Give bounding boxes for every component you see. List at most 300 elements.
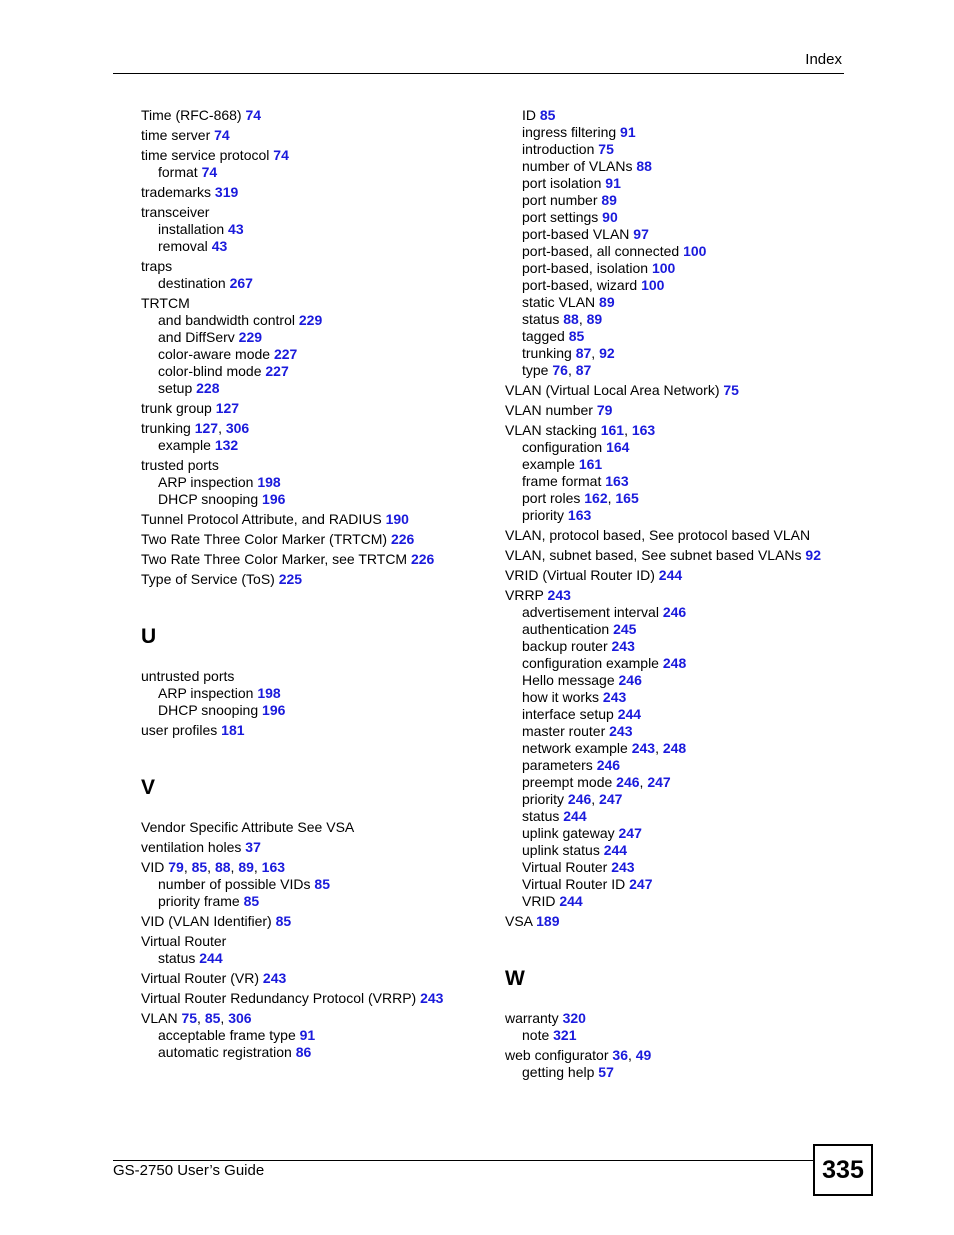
index-subentry: [141, 221, 471, 238]
page-link[interactable]: 91: [605, 175, 621, 191]
index-entry: [141, 184, 471, 201]
entry-term: VRID: [522, 893, 556, 909]
page-link[interactable]: 244: [563, 808, 587, 824]
page-link[interactable]: 248: [662, 655, 687, 671]
page-link[interactable]: 246: [616, 774, 640, 790]
index-subentry: port roles 162, 165: [522, 490, 639, 506]
page-link[interactable]: 88: [214, 859, 231, 875]
index-subentry: [505, 672, 845, 689]
entry-term: Type of Service (ToS): [141, 571, 275, 587]
page-number: 335: [822, 1155, 864, 1184]
entry-term: ARP inspection: [158, 474, 254, 490]
entry-term: Two Rate Three Color Marker, see TRTCM: [141, 551, 408, 567]
page-link[interactable]: 225: [278, 571, 303, 587]
index-subentry: [505, 124, 845, 141]
page-link[interactable]: 87: [575, 345, 592, 361]
index-subentry: type 76, 87: [522, 362, 592, 378]
entry-term: preempt mode: [522, 774, 613, 790]
index-entry: [141, 457, 471, 474]
entry-term: Tunnel Protocol Attribute, and RADIUS: [141, 511, 382, 527]
page-link[interactable]: 162: [584, 490, 608, 506]
entry-term: note: [522, 1027, 550, 1043]
entry-term: traps: [141, 258, 173, 274]
entry-term: and DiffServ: [158, 329, 235, 345]
page-link[interactable]: 79: [596, 402, 613, 418]
entry-term: transceiver: [141, 204, 210, 220]
index-subentry: [505, 192, 845, 209]
page-link[interactable]: 245: [613, 621, 637, 637]
index-entry: [505, 527, 845, 544]
entry-term: ARP inspection: [158, 685, 254, 701]
entry-term: static VLAN: [522, 294, 596, 310]
entry-term: Virtual Router: [141, 933, 227, 949]
index-subentry: [141, 164, 471, 181]
entry-term: example: [158, 437, 211, 453]
entry-term: frame format: [522, 473, 602, 489]
page-link[interactable]: 247: [599, 791, 623, 807]
index-entry: [141, 295, 471, 312]
entry-term: introduction: [522, 141, 595, 157]
index-entry: [141, 107, 471, 124]
page-link[interactable]: 87: [575, 362, 592, 378]
index-subentry: [505, 876, 845, 893]
page-link[interactable]: 86: [295, 1044, 312, 1060]
index-entry: [141, 913, 471, 930]
page-link[interactable]: 75: [598, 141, 614, 157]
index-subentry: [141, 876, 471, 893]
index-subentry: [505, 158, 845, 175]
index-entry: VLAN stacking 161, 163: [505, 422, 656, 438]
header-rule: [113, 73, 844, 74]
index-subentry: status 88, 89: [522, 311, 603, 327]
page-link[interactable]: 85: [314, 876, 330, 892]
footer-rule: [113, 1160, 815, 1161]
page-link[interactable]: 244: [199, 950, 223, 966]
index-subentry: priority 246, 247: [522, 791, 623, 807]
page-link[interactable]: 243: [611, 638, 635, 654]
index-subentry: [505, 226, 845, 243]
page-link[interactable]: 198: [257, 474, 281, 490]
index-subentry: [141, 329, 471, 346]
page-link[interactable]: 88: [636, 158, 652, 174]
entry-term: port roles: [522, 490, 581, 506]
page-link[interactable]: 243: [631, 740, 656, 756]
index-subentry: [141, 312, 471, 329]
page-link[interactable]: 163: [261, 859, 286, 875]
entry-term: VRRP: [505, 587, 544, 603]
section-letter-w: W: [505, 967, 525, 990]
page-link[interactable]: 75: [723, 382, 739, 398]
entry-term: user profiles: [141, 722, 218, 738]
footer-guide-title: GS-2750 User’s Guide: [113, 1162, 265, 1179]
page-link[interactable]: 89: [599, 294, 615, 310]
page-link[interactable]: 246: [567, 791, 592, 807]
entry-term: Virtual Router ID: [522, 876, 626, 892]
index-subentry: [505, 243, 845, 260]
entry-term: Vendor Specific Attribute See VSA: [141, 819, 355, 835]
index-subentry: [141, 346, 471, 363]
index-subentry: [505, 209, 845, 226]
index-entry: [141, 531, 471, 548]
entry-term: web configurator: [505, 1047, 609, 1063]
entry-term: port settings: [522, 209, 599, 225]
page-link[interactable]: 226: [410, 551, 435, 567]
entry-term: tagged: [522, 328, 565, 344]
section-letter-v: V: [141, 776, 156, 799]
entry-term: port isolation: [522, 175, 602, 191]
page-link[interactable]: 163: [567, 507, 592, 523]
entry-term: interface setup: [522, 706, 614, 722]
index-entry: [505, 913, 845, 930]
page-link[interactable]: 89: [586, 311, 603, 327]
entry-term: status: [158, 950, 196, 966]
index-subentry: [505, 277, 845, 294]
page-link[interactable]: 85: [191, 859, 208, 875]
index-entry: [141, 571, 471, 588]
index-subentry: [505, 638, 845, 655]
index-subentry: [505, 141, 845, 158]
entry-term: Virtual Router: [522, 859, 608, 875]
entry-term: VLAN: [141, 1010, 178, 1026]
page-link[interactable]: 306: [225, 420, 250, 436]
index-subentry: [141, 702, 471, 719]
entry-term: configuration: [522, 439, 603, 455]
index-subentry: [505, 859, 845, 876]
page-link[interactable]: 92: [805, 547, 821, 563]
entry-term: network example: [522, 740, 628, 756]
page-link[interactable]: 229: [238, 329, 263, 345]
entry-term: port-based, all connected: [522, 243, 680, 259]
entry-term: installation: [158, 221, 225, 237]
index-subentry: [141, 363, 471, 380]
index-entry: [505, 567, 845, 584]
entry-term: trunking: [141, 420, 191, 436]
page-link[interactable]: 306: [228, 1010, 252, 1026]
index-entry: VLAN 75, 85, 306: [141, 1010, 252, 1026]
entry-term: acceptable frame type: [158, 1027, 296, 1043]
page-link[interactable]: 321: [553, 1027, 577, 1043]
page-link[interactable]: 85: [568, 328, 585, 344]
entry-term: TRTCM: [141, 295, 190, 311]
index-subentry: [505, 757, 845, 774]
index-entry: [141, 551, 471, 568]
entry-term: time server: [141, 127, 211, 143]
index-subentry: [141, 437, 471, 454]
entry-term: VLAN, subnet based, See subnet based VLANs: [505, 547, 802, 563]
entry-term: destination: [158, 275, 226, 291]
entry-term: how it works: [522, 689, 600, 705]
entry-term: ingress filtering: [522, 124, 617, 140]
entry-term: master router: [522, 723, 606, 739]
index-subentry: [505, 842, 845, 859]
page-link[interactable]: 243: [420, 990, 444, 1006]
entry-term: priority: [522, 507, 565, 523]
index-subentry: [505, 1064, 845, 1081]
entry-term: VLAN stacking: [505, 422, 597, 438]
page-link[interactable]: 88: [563, 311, 579, 327]
page-link[interactable]: 165: [615, 490, 639, 506]
page-link[interactable]: 267: [229, 275, 253, 291]
entry-term: number of VLANs: [522, 158, 633, 174]
page-link[interactable]: 75: [181, 1010, 198, 1026]
index-entry: [505, 547, 845, 564]
page-link[interactable]: 132: [214, 437, 239, 453]
page-link[interactable]: 243: [611, 859, 635, 875]
page-link[interactable]: 36: [612, 1047, 628, 1063]
index-subentry: [505, 808, 845, 825]
page-link[interactable]: 57: [598, 1064, 614, 1080]
index-entry: [141, 258, 471, 275]
entry-term: trusted ports: [141, 457, 219, 473]
entry-term: status: [522, 311, 560, 327]
index-entry: [141, 511, 471, 528]
page-link[interactable]: 244: [603, 842, 628, 858]
entry-term: port-based, isolation: [522, 260, 649, 276]
entry-term: trunking: [522, 345, 572, 361]
running-header: Index: [805, 51, 842, 68]
page-link[interactable]: 247: [629, 876, 653, 892]
entry-term: untrusted ports: [141, 668, 235, 684]
page-link[interactable]: 243: [547, 587, 571, 603]
entry-term: and bandwidth control: [158, 312, 295, 328]
index-entry: [141, 970, 471, 987]
entry-term: Hello message: [522, 672, 615, 688]
index-entry: [141, 990, 471, 1007]
entry-term: warranty: [505, 1010, 559, 1026]
page-link[interactable]: 248: [662, 740, 687, 756]
page-link[interactable]: 92: [599, 345, 615, 361]
entry-term: VID: [141, 859, 165, 875]
entry-term: automatic registration: [158, 1044, 292, 1060]
index-subentry: [505, 621, 845, 638]
page-link[interactable]: 74: [245, 107, 262, 123]
section-letter-u: U: [141, 625, 157, 648]
index-subentry: network example 243, 248: [522, 740, 687, 756]
index-column-right: [505, 107, 845, 1081]
page-number-box: [813, 1144, 873, 1196]
page-link[interactable]: 100: [641, 277, 665, 293]
index-subentry: [141, 893, 471, 910]
page-link[interactable]: 43: [211, 238, 228, 254]
index-subentry: [505, 328, 845, 345]
page-link[interactable]: 127: [215, 400, 240, 416]
page-link[interactable]: 161: [578, 456, 603, 472]
index-entry: [505, 402, 845, 419]
page-link[interactable]: 49: [635, 1047, 652, 1063]
index-entry: [141, 722, 471, 739]
index-entry: [141, 839, 471, 856]
page-link[interactable]: 43: [228, 221, 244, 237]
index-column-left: [141, 107, 471, 1061]
entry-term: authentication: [522, 621, 610, 637]
entry-term: Virtual Router (VR): [141, 970, 260, 986]
index-entry: VID 79, 85, 88, 89, 163: [141, 859, 286, 875]
page-link[interactable]: 229: [298, 312, 323, 328]
entry-term: VLAN, protocol based, See protocol based VLAN: [505, 527, 811, 543]
index-subentry: [141, 238, 471, 255]
index-subentry: [141, 380, 471, 397]
index-subentry: [505, 655, 845, 672]
page-link[interactable]: 163: [605, 473, 629, 489]
index-subentry: [141, 685, 471, 702]
entry-term: VLAN (Virtual Local Area Network): [505, 382, 720, 398]
page-link[interactable]: 76: [552, 362, 568, 378]
page-link[interactable]: 227: [265, 363, 289, 379]
entry-term: number of possible VIDs: [158, 876, 311, 892]
page-link[interactable]: 163: [631, 422, 656, 438]
entry-term: setup: [158, 380, 193, 396]
page-link[interactable]: 79: [168, 859, 184, 875]
page-link[interactable]: 246: [618, 672, 642, 688]
index-entry: web configurator 36, 49: [505, 1047, 652, 1063]
index-subentry: [141, 1027, 471, 1044]
page-link[interactable]: 198: [257, 685, 281, 701]
page-link[interactable]: 227: [273, 346, 298, 362]
entry-term: ventilation holes: [141, 839, 242, 855]
page-link[interactable]: 226: [390, 531, 415, 547]
index-subentry: [505, 294, 845, 311]
index-entry: [141, 400, 471, 417]
page-link[interactable]: 244: [559, 893, 583, 909]
page-link[interactable]: 74: [214, 127, 230, 143]
page-link[interactable]: 196: [262, 491, 286, 507]
entry-term: advertisement interval: [522, 604, 659, 620]
index-subentry: [505, 456, 845, 473]
index-subentry: preempt mode 246, 247: [522, 774, 671, 790]
entry-term: type: [522, 362, 549, 378]
entry-term: VLAN number: [505, 402, 593, 418]
index-entry: [505, 1010, 845, 1027]
index-subentry: [505, 723, 845, 740]
page-link[interactable]: 85: [243, 893, 260, 909]
page-link[interactable]: 319: [214, 184, 239, 200]
entry-term: format: [158, 164, 198, 180]
page-link[interactable]: 97: [633, 226, 649, 242]
index-subentry: [505, 175, 845, 192]
index-subentry: [505, 825, 845, 842]
index-subentry: [141, 1044, 471, 1061]
entry-term: configuration example: [522, 655, 659, 671]
page-link[interactable]: 181: [221, 722, 245, 738]
index-entry: [141, 204, 471, 221]
page-link[interactable]: 190: [385, 511, 409, 527]
index-subentry: [505, 689, 845, 706]
page-link[interactable]: 246: [596, 757, 621, 773]
entry-term: VID (VLAN Identifier): [141, 913, 272, 929]
entry-term: ID: [522, 107, 536, 123]
page-link[interactable]: 247: [618, 825, 642, 841]
page-link[interactable]: 85: [539, 107, 556, 123]
entry-term: backup router: [522, 638, 608, 654]
entry-term: getting help: [522, 1064, 595, 1080]
page-link[interactable]: 74: [201, 164, 218, 180]
page-link[interactable]: 244: [658, 567, 683, 583]
page-link[interactable]: 164: [606, 439, 630, 455]
page-link[interactable]: 243: [609, 723, 633, 739]
entry-term: parameters: [522, 757, 593, 773]
entry-term: DHCP snooping: [158, 702, 259, 718]
page-link[interactable]: 74: [273, 147, 289, 163]
entry-term: trademarks: [141, 184, 212, 200]
entry-term: Two Rate Three Color Marker (TRTCM): [141, 531, 388, 547]
entry-term: color-aware mode: [158, 346, 271, 362]
entry-term: uplink status: [522, 842, 600, 858]
page-link[interactable]: 246: [662, 604, 687, 620]
page-link[interactable]: 90: [602, 209, 618, 225]
page-link[interactable]: 320: [562, 1010, 586, 1026]
index-entry: [505, 382, 845, 399]
index-subentry: [505, 107, 845, 124]
page-link[interactable]: 91: [620, 124, 636, 140]
page-link[interactable]: 127: [194, 420, 219, 436]
entry-term: priority: [522, 791, 565, 807]
page-link[interactable]: 85: [275, 913, 292, 929]
index-entry: [141, 127, 471, 144]
page-link[interactable]: 189: [536, 913, 560, 929]
page-link[interactable]: 89: [601, 192, 617, 208]
index-subentry: trunking 87, 92: [522, 345, 615, 361]
entry-term: status: [522, 808, 560, 824]
page-link[interactable]: 243: [262, 970, 287, 986]
entry-term: port number: [522, 192, 598, 208]
index-entry: trunking 127, 306: [141, 420, 250, 436]
entry-term: VRID (Virtual Router ID): [505, 567, 655, 583]
page-link[interactable]: 37: [245, 839, 261, 855]
entry-term: port-based, wizard: [522, 277, 638, 293]
index-subentry: [141, 950, 471, 967]
page-link[interactable]: 91: [299, 1027, 316, 1043]
page-link[interactable]: 85: [204, 1010, 221, 1026]
page-link[interactable]: 196: [262, 702, 286, 718]
index-subentry: [505, 473, 845, 490]
entry-term: VSA: [505, 913, 533, 929]
page-link[interactable]: 89: [238, 859, 254, 875]
index-subentry: [505, 706, 845, 723]
entry-term: time service protocol: [141, 147, 270, 163]
entry-term: port-based VLAN: [522, 226, 630, 242]
page-link[interactable]: 228: [196, 380, 220, 396]
index-subentry: [505, 260, 845, 277]
index-entry: [141, 933, 471, 950]
index-subentry: [141, 275, 471, 292]
entry-term: removal: [158, 238, 208, 254]
index-entry: [141, 819, 471, 836]
index-entry: [141, 147, 471, 164]
entry-term: Virtual Router Redundancy Protocol (VRRP): [141, 990, 417, 1006]
entry-term: color-blind mode: [158, 363, 262, 379]
index-subentry: [505, 507, 845, 524]
entry-term: DHCP snooping: [158, 491, 259, 507]
index-entry: [141, 668, 471, 685]
entry-term: uplink gateway: [522, 825, 615, 841]
page-link[interactable]: 243: [602, 689, 627, 705]
entry-term: priority frame: [158, 893, 240, 909]
index-entry: [505, 587, 845, 604]
page-link[interactable]: 247: [647, 774, 671, 790]
entry-term: trunk group: [141, 400, 212, 416]
page-link[interactable]: 100: [683, 243, 707, 259]
index-subentry: [141, 491, 471, 508]
page-link[interactable]: 161: [600, 422, 625, 438]
page-link[interactable]: 100: [651, 260, 676, 276]
page-link[interactable]: 244: [617, 706, 642, 722]
index-subentry: [505, 893, 845, 910]
entry-term: Time (RFC-868): [141, 107, 242, 123]
index-subentry: [505, 439, 845, 456]
index-subentry: [505, 1027, 845, 1044]
index-subentry: [505, 604, 845, 621]
index-subentry: [141, 474, 471, 491]
